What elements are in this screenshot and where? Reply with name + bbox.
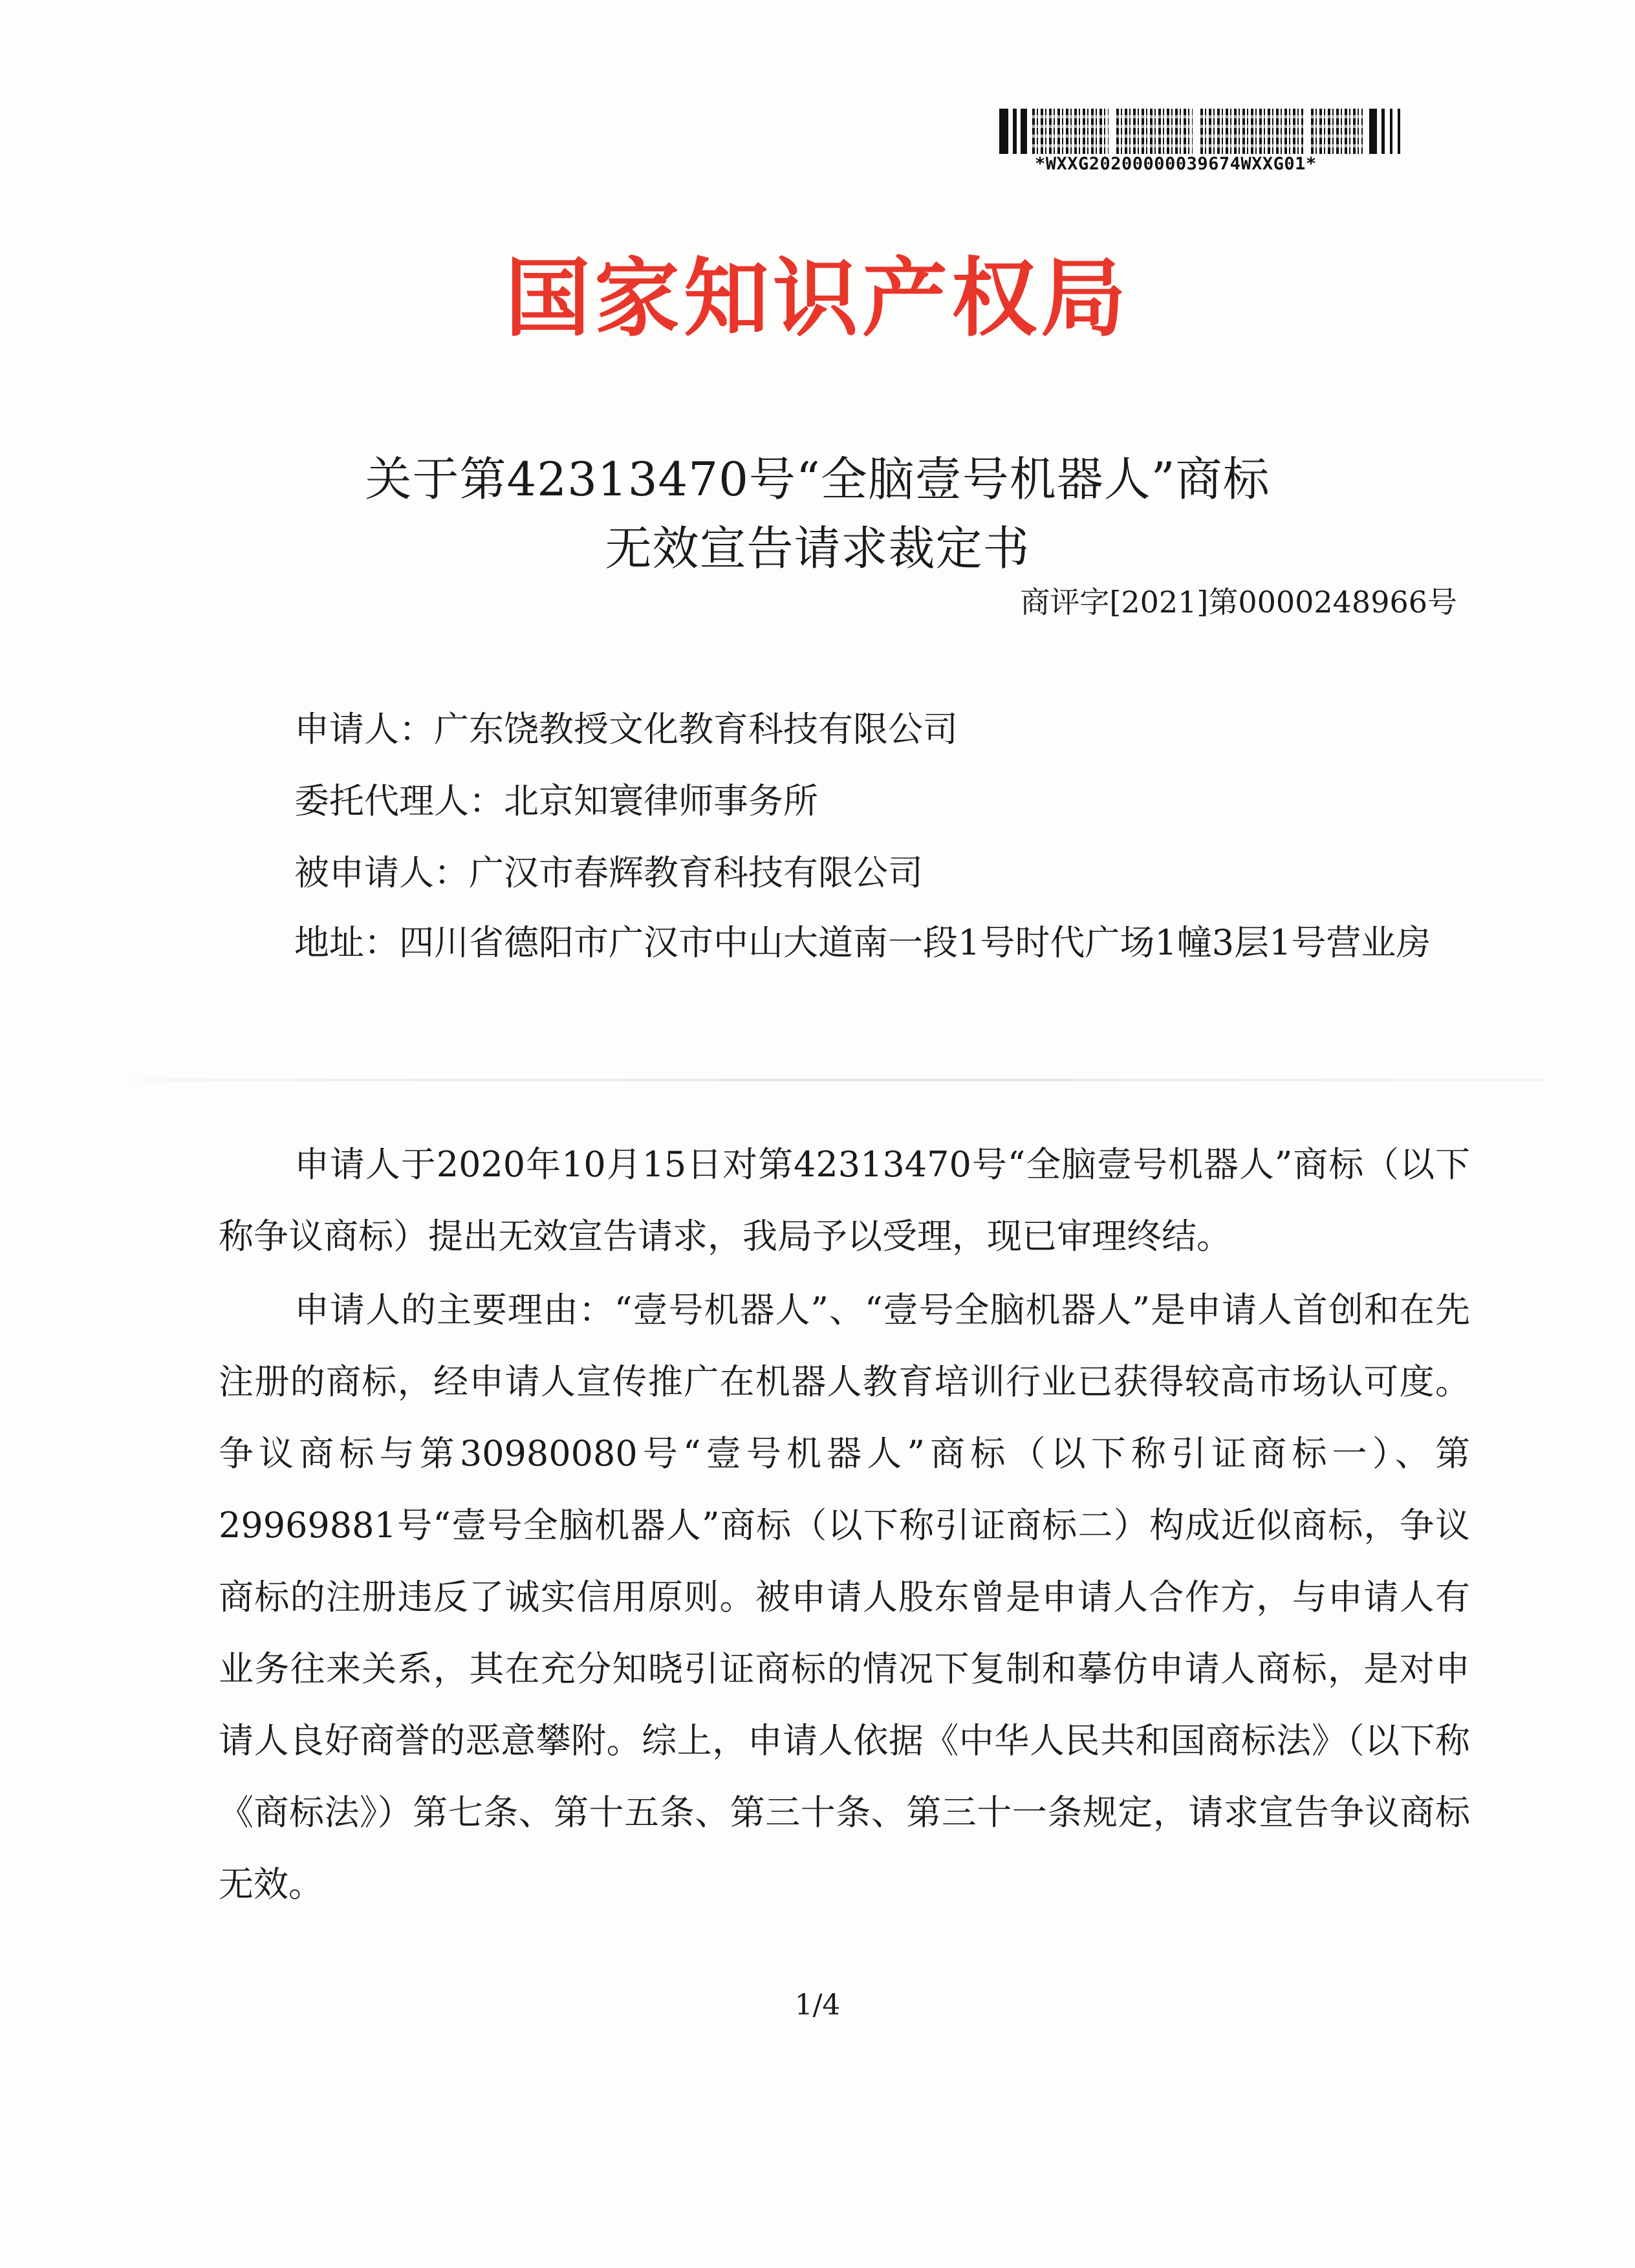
agency-title: 国家知识产权局 [505, 249, 1130, 349]
address-line: 地址：四川省德阳市广汉市中山大道南一段1号时代广场1幢3层1号营业房 [294, 922, 1431, 963]
paragraph-applicant-reasons: 申请人的主要理由：“壹号机器人”、“壹号全脑机器人”是申请人首创和在先注册的商标，经申请人宣传推广在机器人教育培训行业已获得较高市场认可度。争议商标与第30980080号“壹号机器人”商标（以下称引证商标一）、第29969881号“壹号全脑机器人”商标（以下称引证商标二）构成近似商标，争议商标的注册违反了诚实信用原则。被申请人股东曾是申请人合作方，与申请人有业务往来关系，其在充分知晓引证商标的情况下复制和摹仿申请人商标，是对申请人良好商誉的恶意攀附。综上，申请人依据《中华人民共和国商标法》（以下称《商标法》）第七条、第十五条、第三十条、第三十一条规定，请求宣告争议商标无效。 [219, 1290, 1470, 1905]
barcode-number: *WXXG20200000039674WXXG01* [1035, 154, 1317, 174]
applicant-line: 申请人：广东饶教授文化教育科技有限公司 [294, 709, 958, 750]
respondent-line: 被申请人：广汉市春辉教育科技有限公司 [294, 852, 923, 893]
reference-number: 商评字[2021]第0000248966号 [1020, 585, 1457, 620]
document-title-line1: 关于第42313470号“全脑壹号机器人”商标 [365, 452, 1270, 506]
paper-fold-line [58, 1079, 1546, 1081]
agent-line: 委托代理人：北京知寰律师事务所 [294, 781, 818, 821]
paragraph-filing: 申请人于2020年10月15日对第42313470号“全脑壹号机器人”商标（以下称争议商标）提出无效宣告请求，我局予以受理，现已审理终结。 [219, 1144, 1470, 1257]
document-title-line2: 无效宣告请求裁定书 [605, 521, 1030, 576]
page-number: 1/4 [794, 1989, 841, 2022]
barcode-image [999, 109, 1400, 154]
